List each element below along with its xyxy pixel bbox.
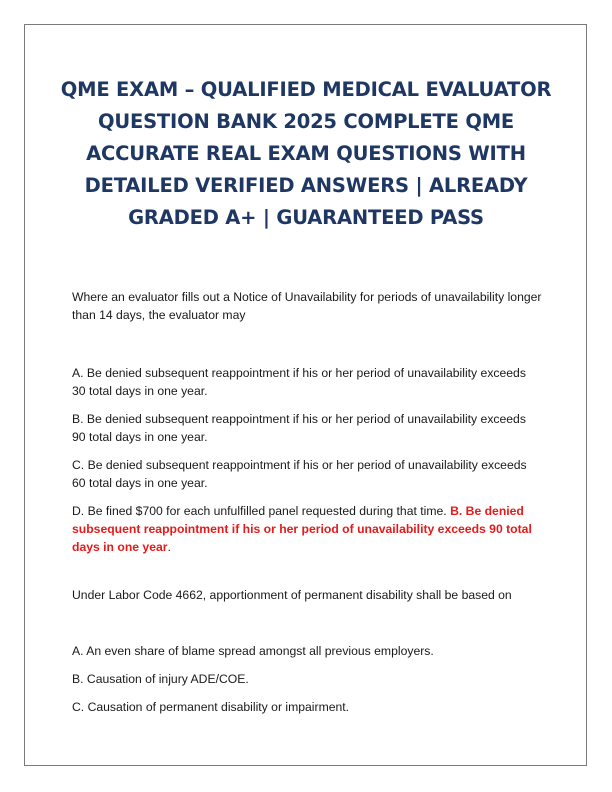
question-1-option-b: B. Be denied subsequent reappointment if his or her period of unavailability exceeds 90 total days in one year.	[72, 412, 526, 444]
question-1-answer-suffix: .	[167, 540, 171, 554]
document-title: QME EXAM – QUALIFIED MEDICAL EVALUATOR QUESTION BANK 2025 COMPLETE QME ACCURATE REAL EXAM QUESTIONS WITH DETAILED VERIFIED ANSWERS | ALREADY GRADED A+ | GUARANTEED PASS	[60, 78, 552, 229]
question-1-option-d: D. Be fined $700 for each unfulfilled panel requested during that time.	[72, 504, 447, 518]
question-1-stem: Where an evaluator fills out a Notice of Unavailability for periods of unavailability longer than 14 days, the evaluator may	[72, 290, 542, 322]
question-2-option-b: B. Causation of injury ADE/COE.	[72, 672, 249, 686]
question-2-stem: Under Labor Code 4662, apportionment of permanent disability shall be based on	[72, 588, 512, 602]
question-2-option-a: A. An even share of blame spread amongst all previous employers.	[72, 644, 434, 658]
question-1-option-c: C. Be denied subsequent reappointment if his or her period of unavailability exceeds 60 total days in one year.	[72, 458, 527, 490]
question-1-option-d-with-answer	[72, 502, 542, 556]
question-2-option-c: C. Causation of permanent disability or impairment.	[72, 700, 350, 714]
question-1-option-a: A. Be denied subsequent reappointment if his or her period of unavailability exceeds 30 total days in one year.	[72, 366, 526, 398]
question-1-answer: B. Be denied subsequent reappointment if his or her period of unavailability exceeds 90 total days in one year	[72, 504, 532, 554]
question-content	[72, 288, 542, 726]
